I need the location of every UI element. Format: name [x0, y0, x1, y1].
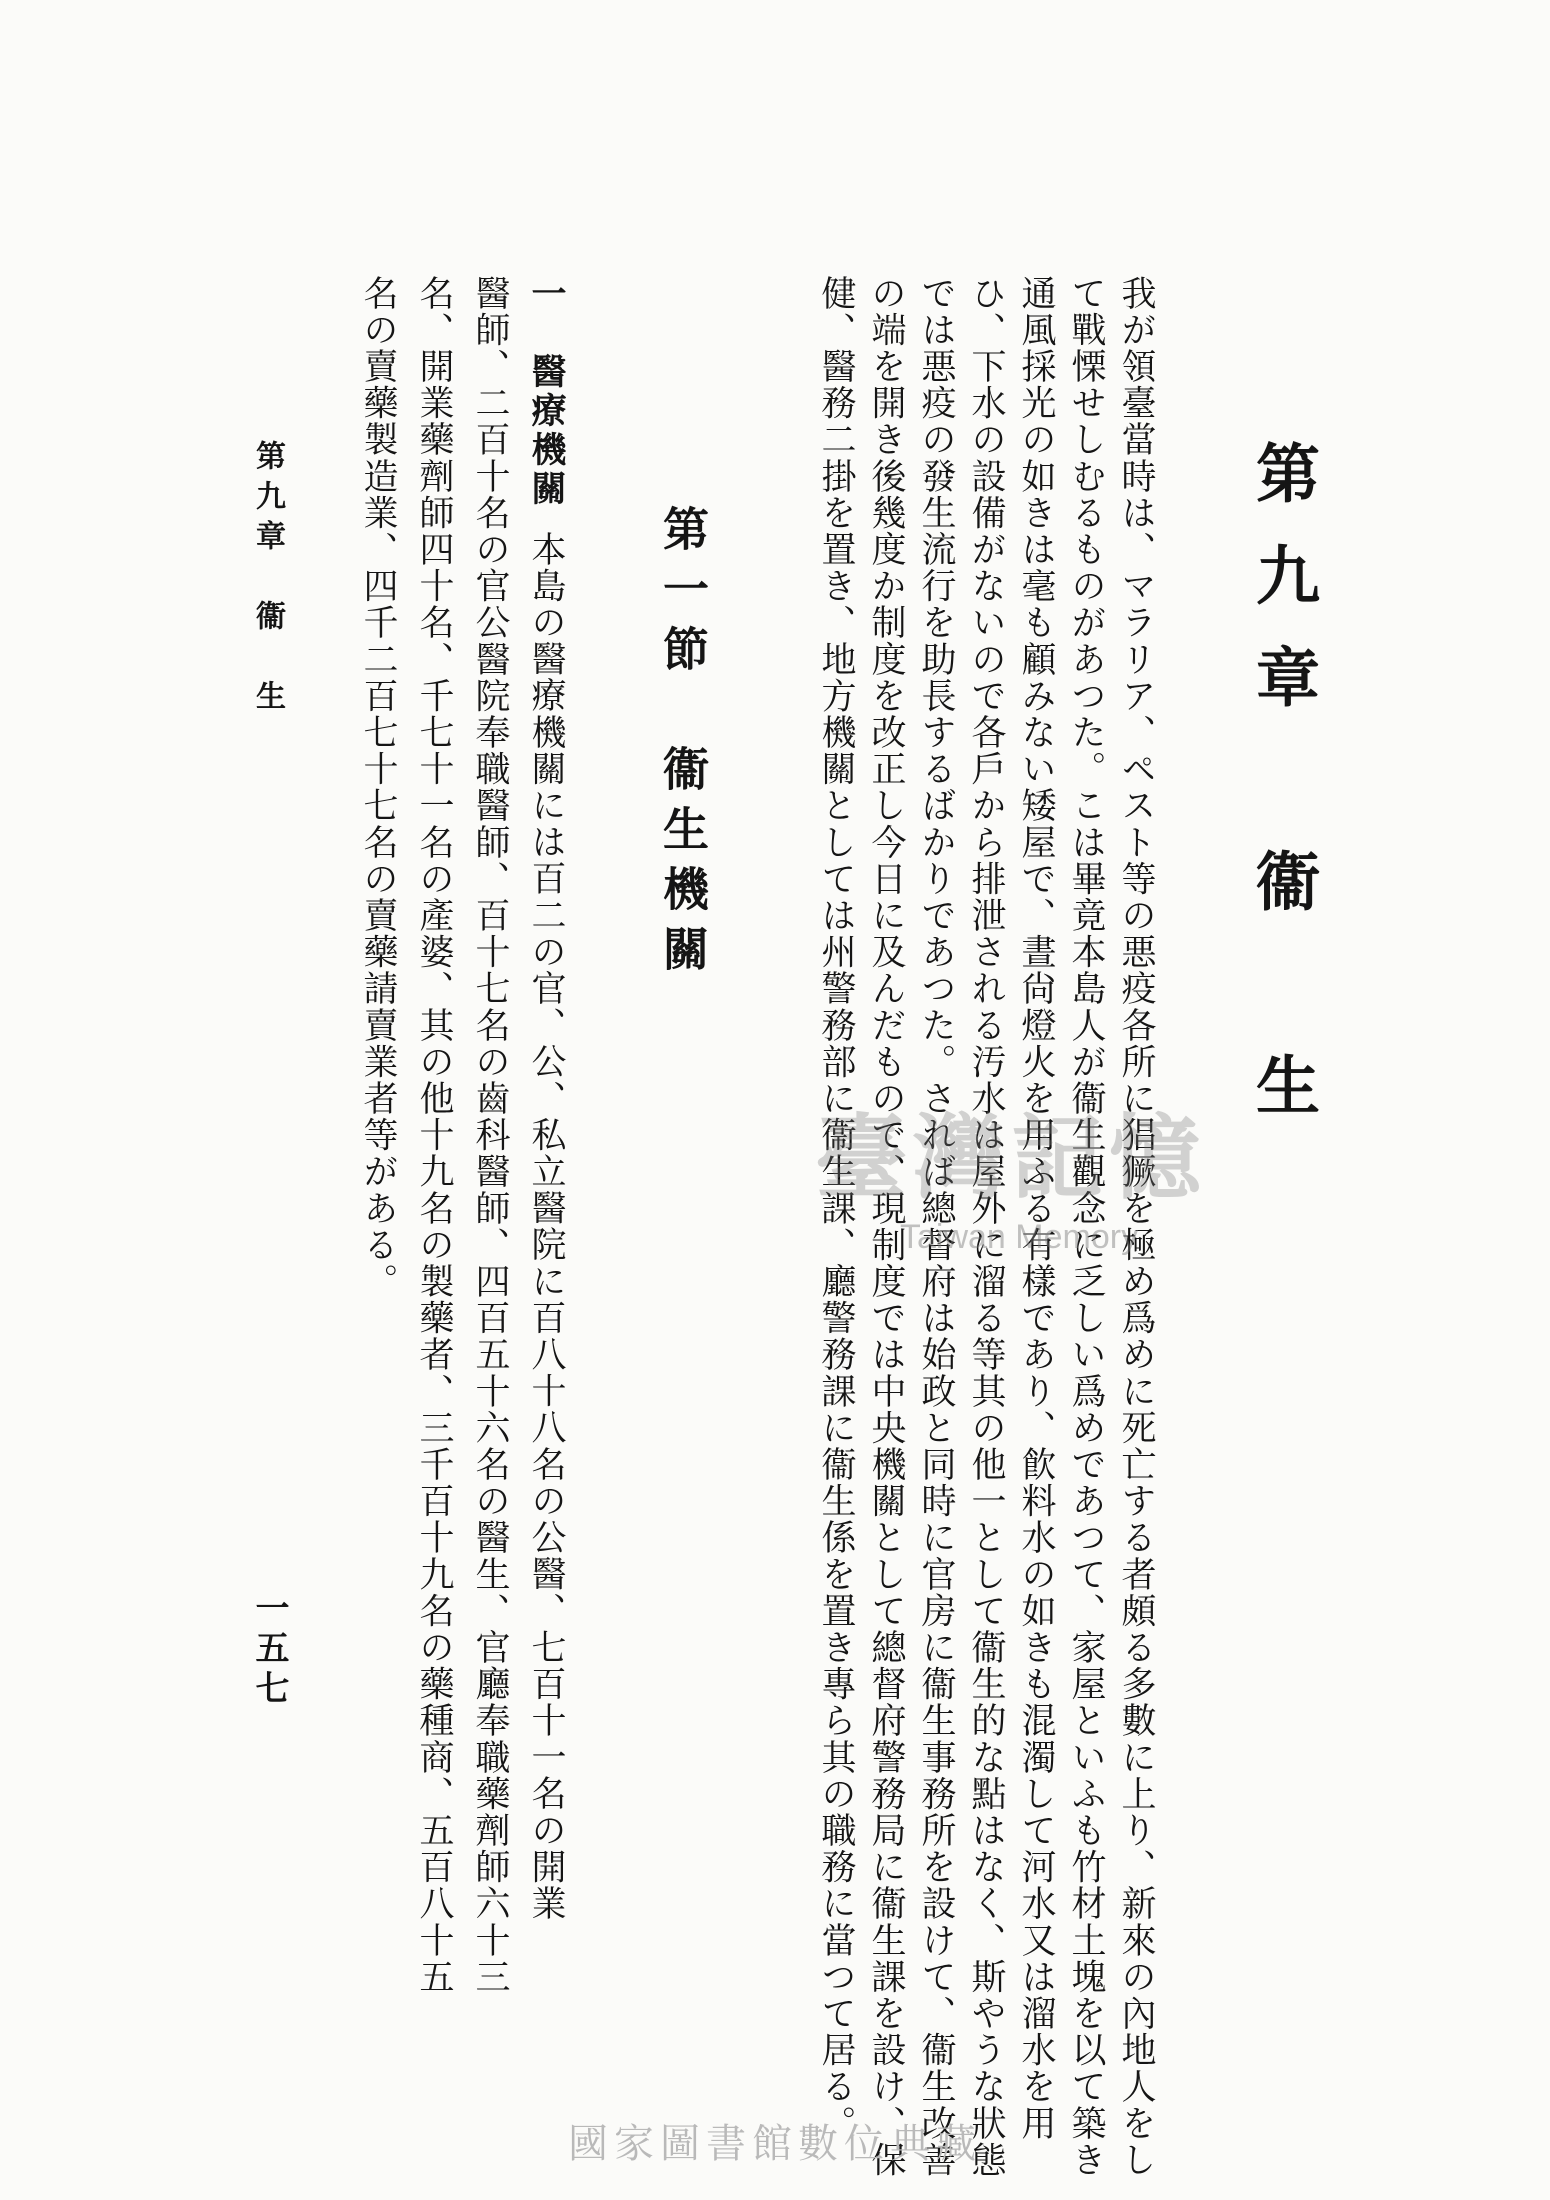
watermark-caption: Taiwan Memory: [900, 1218, 1139, 1256]
subsection-line-2: 醫師、二百十名の官公醫院奉職醫師、百十七名の齒科醫師、四百五十六名の醫生、官廳奉職藥劑師六十三: [470, 275, 510, 1996]
intro-line-2: て戰慄せしむるものがあつた。こは畢竟本島人が衞生觀念に乏しい爲めであつて、家屋といふも竹材土塊を以て築き: [1066, 275, 1106, 2179]
watermark-logo: 臺灣記憶: [815, 1105, 1208, 1212]
running-head: 第九章 衞 生: [250, 440, 285, 720]
subsection-heading: 一 醫療機關: [526, 275, 566, 509]
intro-line-4: ひ、下水の設備がないので各戶から排泄される汚水は屋外に溜る等其の他一として衞生的な點はなく、斯やうな狀態: [966, 275, 1006, 2179]
intro-line-1: 我が領臺當時は、マラリア、ペスト等の悪疫各所に猖獗を極め爲めに死亡する者頗る多數に上り、新來の內地人をし: [1116, 275, 1156, 2179]
subsection-line-1: 本島の醫療機關には百二の官、公、私立醫院に百八十八名の公醫、七百十一名の開業: [526, 531, 566, 1922]
library-credit: 國家圖書館數位典藏: [568, 2121, 982, 2167]
intro-line-6: の端を開き後幾度か制度を改正し今日に及んだもので、現制度では中央機關として總督府警務局に衞生課を設け、保: [866, 275, 906, 2179]
subsection-line-3: 名、開業藥劑師四十名、千七十一名の產婆、其の他十九名の製藥者、三千百十九名の藥種商、五百八十五: [414, 275, 454, 1996]
intro-line-3: 通風採光の如きは毫も顧みない矮屋で、晝尙燈火を用ふる有樣であり、飮料水の如きも混濁して河水又は溜水を用: [1016, 275, 1056, 2142]
subsection-first-line: [526, 275, 566, 1922]
page-number: 一五七: [249, 1590, 289, 1710]
subsection-line-4: 名の賣藥製造業、四千二百七十七名の賣藥請賣業者等がある。: [358, 275, 398, 1300]
intro-line-7: 健、醫務二掛を置き、地方機關としては州警務部に衞生課、廳警務課に衞生係を置き專ら其の職務に當つて居る。: [816, 275, 856, 2142]
section-title: 第一節 衞生機關: [656, 505, 710, 985]
chapter-title: 第九章 衞 生: [1245, 440, 1319, 1154]
intro-line-5: では悪疫の發生流行を助長するばかりであつた。されば總督府は始政と同時に官房に衞生事務所を設けて、衞生改善: [916, 275, 956, 2179]
